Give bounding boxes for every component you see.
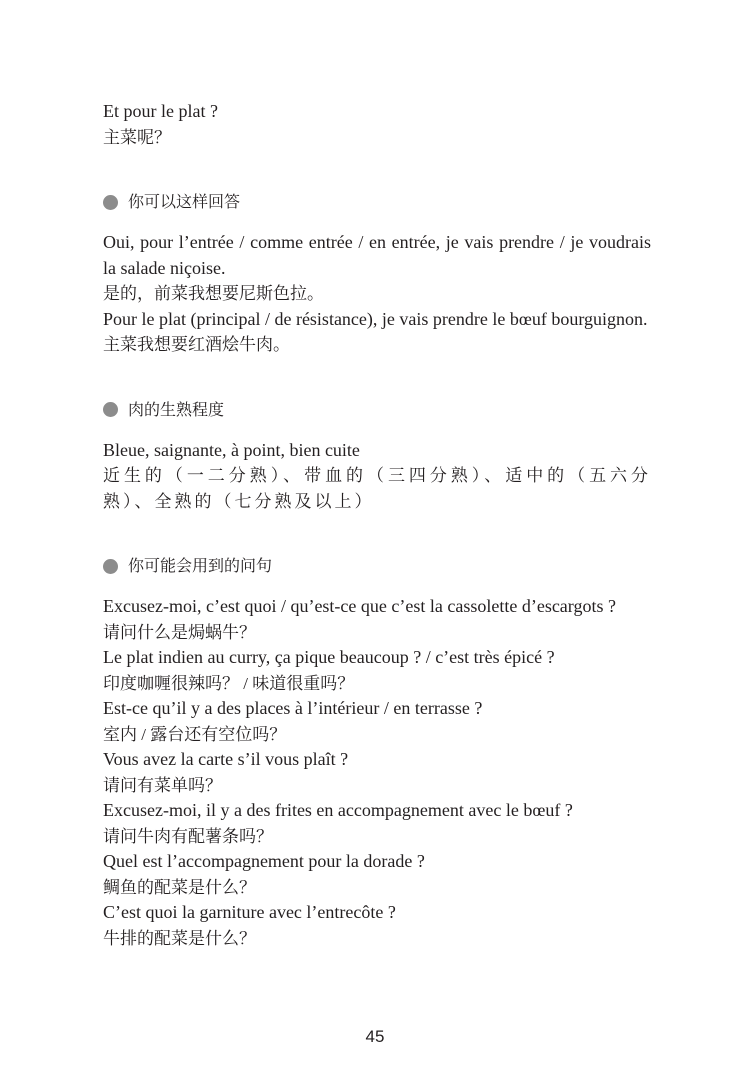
section-heading-label: 你可以这样回答 [128, 192, 241, 211]
answer-line-french: Oui, pour l’entrée / comme entrée / en entrée, je vais prendre / je voudrais la salade niçoise. [103, 232, 651, 278]
section-heading-label: 肉的生熟程度 [128, 399, 225, 419]
question-french: Excusez-moi, c’est quoi / qu’est-ce que c’est la cassolette d’escargots ? [103, 596, 616, 616]
answer-line-french: Pour le plat (principal / de résistance), je vais prendre le bœuf bourguignon. [103, 308, 648, 329]
question-chinese: 室内 / 露台还有空位吗？ [103, 724, 287, 744]
question-chinese: 请问有菜单吗？ [103, 775, 222, 795]
intro-block [103, 99, 651, 150]
page-content [103, 99, 651, 951]
question-chinese: 请问什么是焗蜗牛？ [103, 622, 256, 642]
doneness-french: Bleue, saignante, à point, bien cuite [103, 439, 360, 460]
questions-block [103, 594, 651, 951]
question-french: Quel est l’accompagnement pour la dorade ? [103, 851, 425, 871]
question-chinese: 印度咖喱很辣吗？ / 味道很重吗？ [103, 673, 355, 693]
question-french: Excusez-moi, il y a des frites en accompagnement avec le bœuf ? [103, 800, 573, 820]
page-number: 45 [365, 1027, 385, 1046]
answer-line-chinese: 是的，前菜我想要尼斯色拉。 [103, 284, 324, 303]
section-heading-label: 你可能会用到的问句 [128, 556, 273, 575]
bullet-icon [103, 402, 118, 417]
question-chinese: 鲷鱼的配菜是什么？ [103, 877, 256, 897]
section-heading-doneness [103, 399, 651, 421]
answer-line-chinese: 主菜我想要红酒烩牛肉。 [103, 335, 290, 354]
section-heading-answers [103, 191, 651, 213]
bullet-icon [103, 195, 118, 210]
section-heading-questions [103, 555, 651, 577]
question-chinese: 请问牛肉有配薯条吗？ [103, 826, 273, 846]
answers-block [103, 230, 651, 358]
question-french: Vous avez la carte s’il vous plaît ? [103, 749, 349, 769]
doneness-block [103, 438, 651, 515]
bullet-icon [103, 559, 118, 574]
doneness-chinese: 近生的（一二分熟）、带血的（三四分熟）、适中的（五六分熟）、全熟的（七分熟及以上） [103, 466, 651, 511]
question-chinese: 牛排的配菜是什么？ [103, 928, 256, 948]
question-french: C’est quoi la garniture avec l’entrecôte ? [103, 902, 396, 922]
intro-chinese: 主菜呢？ [103, 127, 171, 147]
intro-french: Et pour le plat ? [103, 101, 218, 121]
question-french: Est-ce qu’il y a des places à l’intérieur / en terrasse ? [103, 698, 483, 718]
question-french: Le plat indien au curry, ça pique beaucoup ? / c’est très épicé ? [103, 647, 555, 667]
